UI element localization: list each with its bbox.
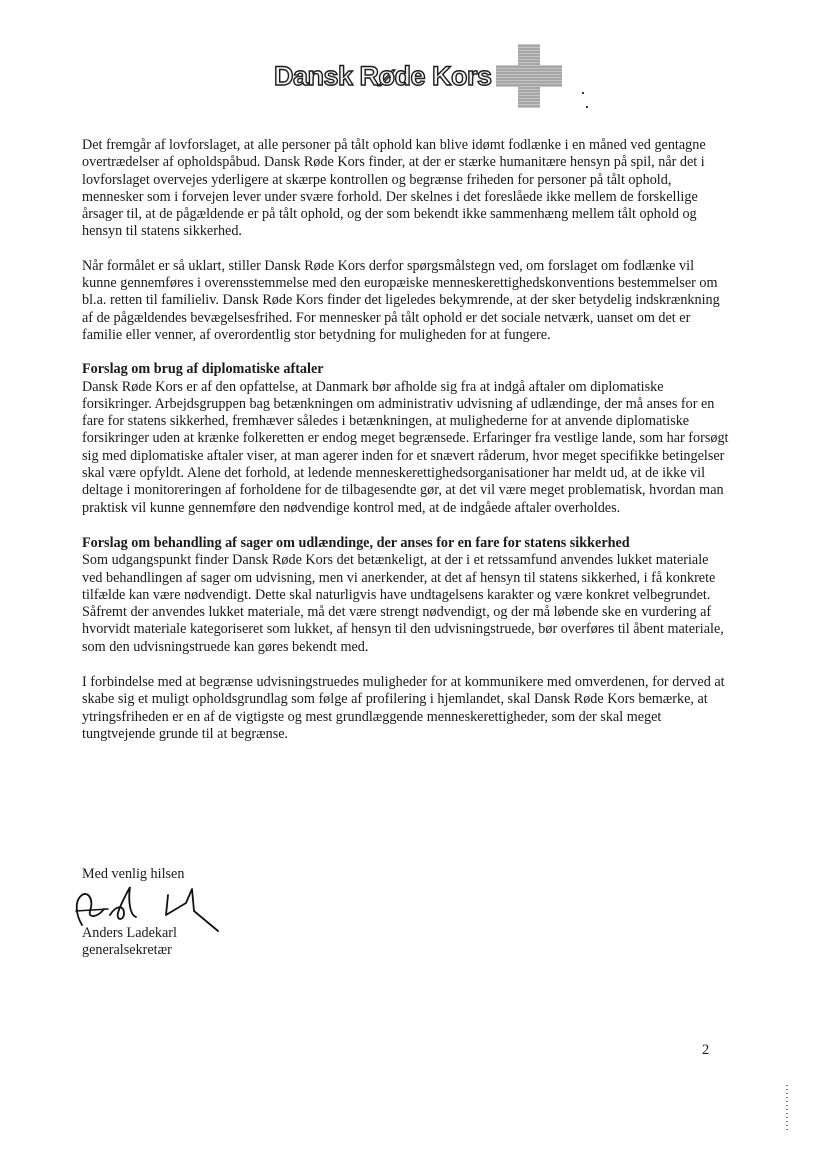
section-diplomatic-agreements	[82, 361, 732, 517]
scan-speck	[582, 92, 584, 94]
signer-block	[82, 925, 177, 960]
salutation: Med venlig hilsen	[82, 866, 185, 882]
section-heading: Forslag om behandling af sager om udlændinge, der anses for en fare for statens sikkerhed	[82, 534, 630, 551]
red-cross-icon	[496, 44, 562, 108]
signer-name: Anders Ladekarl	[82, 925, 177, 941]
scan-edge-mark	[786, 1085, 788, 1130]
paragraph: Når formålet er så uklart, stiller Dansk Røde Kors derfor spørgsmålstegn ved, om forslaget om fodlænke vil kunne gennemføres i overensstemmelse med den europæiske menneskerettighedskonventions bestemmelser om bl.a. retten til familieliv. Dansk Røde Kors finder det ligeledes bekymrende, at der sker betydelig indskrænkning af de pågældendes bevægelsesfrihed. For mennesker på tålt ophold er det sociale netværk, uanset om det er familie eller venner, af overordentlig stor betydning for muligheden for at fungere.	[82, 257, 720, 343]
letter-body	[82, 137, 732, 760]
paragraph: I forbindelse med at begrænse udvisningstruedes muligheder for at kommunikere med omverdenen, for derved at skabe sig et muligt opholdsgrundlag som følge af profilering i hjemlandet, skal Dansk Røde Kors bemærke, at ytringsfriheden er en af de vigtigste og mest grundlæggende menneskerettigheder, som der skal meget tungtvejende grunde til at begrænse.	[82, 674, 725, 742]
section-heading: Forslag om brug af diplomatiske aftaler	[82, 361, 324, 378]
page-number: 2	[702, 1042, 710, 1058]
signer-title: generalsekretær	[82, 942, 172, 959]
section-text: Dansk Røde Kors er af den opfattelse, at Danmark bør afholde sig fra at indgå aftaler om diplomatiske forsikringer. Arbejdsgruppen bag betænkningen om administrativ udvisning af udlændinge, der må anses for en fare for statens sikkerhed, fremhæver således i betænkningen, at mulighederne for at anvende diplomatiske forsikringer uden at krænke folkeretten er endog meget begrænsede. Erfaringer fra vestlige lande, som har forsøgt sig med diplomatiske aftaler viser, at man agerer inden for et snævert råderum, hvor meget specifikke betingelser skal være opfyldt. Alene det forhold, at ledende menneskerettighedsorganisationer har meldt ud, at de ikke vil deltage i monitoreringen af forholdene for de tilbagesendte gør, at det vil være meget problematisk, hvordan man praktisk vil kunne gennemføre den nødvendige kontrol med, at de indgåede aftaler overholdes.	[82, 378, 729, 516]
dansk-rode-kors-logo	[274, 44, 562, 108]
logo-text: Dansk Røde Kors	[274, 60, 492, 91]
section-case-handling	[82, 535, 732, 656]
paragraph: Det fremgår af lovforslaget, at alle personer på tålt ophold kan blive idømt fodlænke i en måned ved gentagne overtrædelser af opholdspåbud. Dansk Røde Kors finder, at der er stærke humanitære hensyn på spil, når det i lovforslaget overvejes yderligere at skærpe kontrollen og begrænse friheden for personer på tålt ophold, mennesker som i forvejen lever under svære forhold. Der skelnes i det foreslåede ikke mellem de forskellige årsager til, at de pågældende er på tålt ophold, og der som bekendt ikke sammenhæng mellem tålt ophold og hensyn til statens sikkerhed.	[82, 137, 706, 240]
scan-speck	[586, 106, 588, 108]
section-text: Som udgangspunkt finder Dansk Røde Kors det betænkeligt, at der i et retssamfund anvendes lukket materiale ved behandlingen af sager om udvisning, men vi anerkender, at det af hensyn til statens sikkerhed, i få konkrete tilfælde kan være nødvendigt. Dette skal naturligvis have undtagelsens karakter og være konkret velbegrundet. Såfremt der anvendes lukket materiale, må det være strengt nødvendigt, og der må løbende ske en vurdering af hvorvidt materiale kategoriseret som lukket, af hensyn til den udvisningstruede, bør overføres til åbent materiale, som den udvisningstruede kan gøres bekendt med.	[82, 552, 724, 655]
